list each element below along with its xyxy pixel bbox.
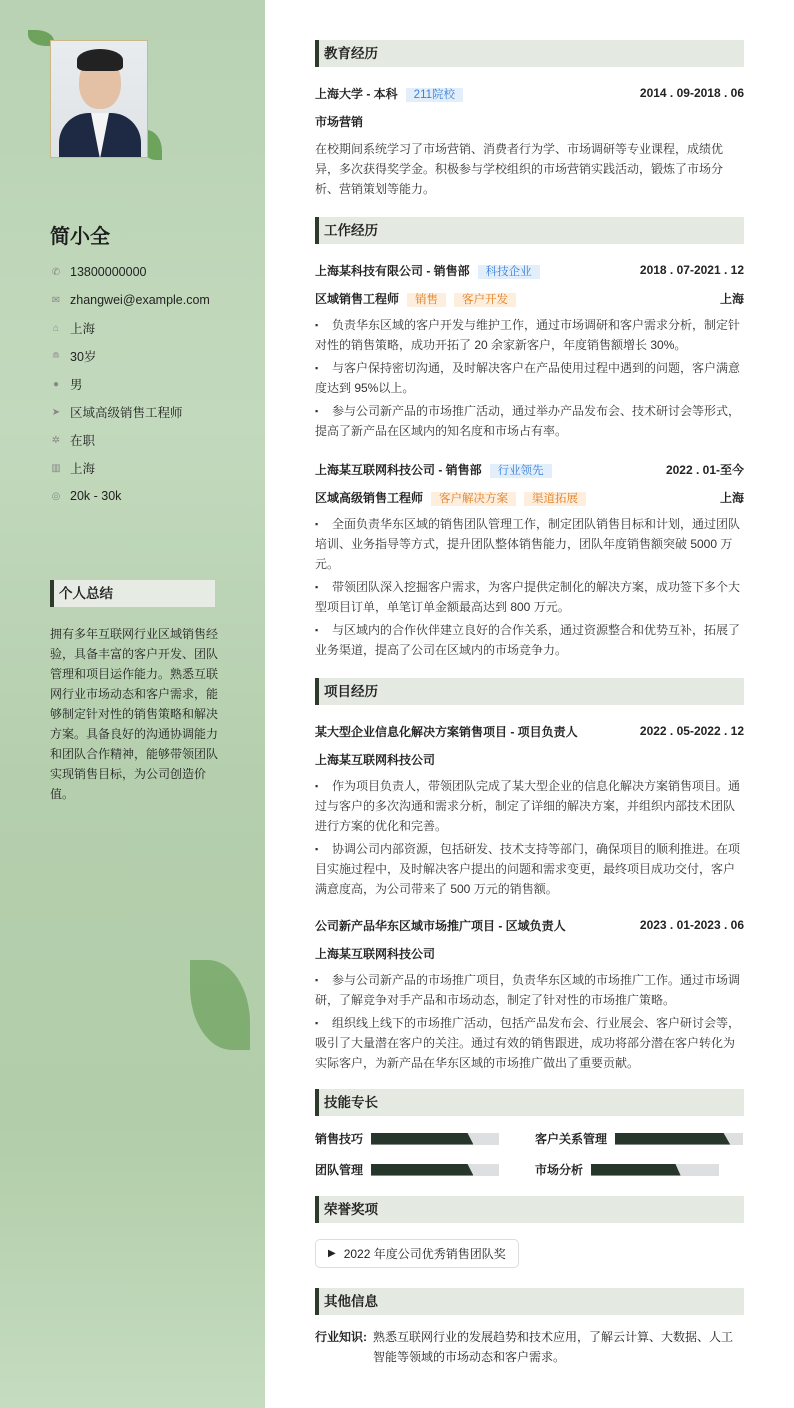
work-heading: 工作经历 [315,217,744,244]
cake-icon: ≘ [51,350,61,362]
company: 上海某科技有限公司 - 销售部 [315,263,470,278]
other-heading: 其他信息 [315,1288,744,1315]
triangle-icon: ▶ [328,1248,336,1259]
work-city: 上海 [719,291,744,306]
education-heading: 教育经历 [315,40,744,67]
project-heading: 项目经历 [315,678,744,705]
other-text: 熟悉互联网行业的发展趋势和技术应用，了解云计算、大数据、人工智能等领域的市场动态和客户需求。 [373,1330,734,1364]
work-bullet: ▪ 负责华东区域的客户开发与维护工作，通过市场调研和客户需求分析，制定针对性的销售策略，成功开拓了 20 余家新客户，年度销售额增长 30%。 [315,315,744,355]
role: 区域销售工程师 [315,291,400,306]
role-tag: 客户开发 [454,293,516,307]
mail-icon: ✉ [51,294,61,306]
work-item [315,455,744,660]
phone-icon: ✆ [51,266,61,278]
project-company: 上海某互联网科技公司 [315,946,436,961]
avatar [50,40,148,158]
major: 市场营销 [315,114,364,129]
work-item [315,256,744,441]
target-city: 上海 [70,462,96,476]
work-bullet: ▪ 与客户保持密切沟通，及时解决客户在产品使用过程中遇到的问题，客户满意度达到 95%以上。 [315,358,744,398]
position: 区域高级销售工程师 [70,406,183,420]
award-item: ▶ 2022 年度公司优秀销售团队奖 [315,1239,519,1268]
awards-heading: 荣誉奖项 [315,1196,744,1223]
work-bullet: ▪ 带领团队深入挖掘客户需求，为客户提供定制化的解决方案，成功签下多个大型项目订单，单笔订单金额最高达到 800 万元。 [315,577,744,617]
role-tag: 客户解决方案 [431,492,516,506]
send-icon: ➤ [51,406,61,418]
skill-bar [371,1164,499,1176]
home-icon: ⌂ [52,322,60,334]
edu-desc: 在校期间系统学习了市场营销、消费者行为学、市场调研等专业课程，成绩优异，多次获得奖学金。积极参与学校组织的市场营销实践活动，锻炼了市场分析、营销策划等能力。 [315,142,724,196]
summary-heading: 个人总结 [50,580,215,607]
email: zhangwei@example.com [70,293,210,307]
project-date: 2023 . 01-2023 . 06 [639,918,744,932]
flower-decoration [190,960,250,1050]
company-tag: 行业领先 [490,464,552,478]
project-item [315,911,744,1073]
skill-item [535,1130,744,1147]
skill-bar [371,1133,499,1145]
status: 在职 [70,434,96,448]
project-item [315,717,744,899]
money-icon: ◎ [51,490,61,502]
skill-fill [371,1164,473,1176]
skills-heading: 技能专长 [315,1089,744,1116]
skill-item [315,1161,535,1178]
company-tag: 科技企业 [478,265,540,279]
school: 上海大学 - 本科 [315,86,398,101]
company: 上海某互联网科技公司 - 销售部 [315,462,482,477]
project-bullet: ▪ 参与公司新产品的市场推广项目，负责华东区域的市场推广工作。通过市场调研，了解竞争对手产品和市场动态，制定了针对性的市场推广策略。 [315,970,744,1010]
skill-fill [615,1133,730,1145]
skill-fill [591,1164,681,1176]
skill-item [535,1161,744,1178]
skill-name: 团队管理 [315,1163,364,1177]
building-icon: ▥ [51,462,61,474]
skill-bar [591,1164,719,1176]
work-date: 2022 . 01-至今 [665,462,744,477]
project-bullet: ▪ 组织线上线下的市场推广活动，包括产品发布会、行业展会、客户研讨会等，吸引了大量潜在客户的关注。通过有效的销售跟进，成功将部分潜在客户转化为实际客户，为新产品在华东区域的市场推广做出了重要贡献。 [315,1013,744,1073]
project-name: 公司新产品华东区域市场推广项目 - 区域负责人 [315,918,566,933]
other-label: 行业知识: [315,1330,367,1344]
school-tag: 211院校 [406,88,463,102]
status-icon: ✲ [51,434,61,446]
contact-info [50,258,250,510]
location: 上海 [70,322,96,336]
edu-date: 2014 . 09-2018 . 06 [639,86,744,100]
gender: 男 [70,378,83,392]
project-date: 2022 . 05-2022 . 12 [639,724,744,738]
skill-name: 市场分析 [535,1163,584,1177]
phone: 13800000000 [70,265,147,279]
skill-name: 客户关系管理 [535,1132,608,1146]
work-bullet: ▪ 与区域内的合作伙伴建立良好的合作关系，通过资源整合和优势互补，拓展了业务渠道，提高了公司在区域内的市场竞争力。 [315,620,744,660]
summary-text: 拥有多年互联网行业区域销售经验，具备丰富的客户开发、团队管理和项目运作能力。熟悉互联网行业市场动态和客户需求，能够制定针对性的销售策略和解决方案。具备良好的沟通协调能力和团队合作精神，能够带领团队实现销售目标，为公司创造价值。 [50,627,219,801]
sidebar [0,0,265,1408]
salary: 20k - 30k [70,489,122,503]
project-name: 某大型企业信息化解决方案销售项目 - 项目负责人 [315,724,578,739]
skill-item [315,1130,535,1147]
skill-name: 销售技巧 [315,1132,364,1146]
role-tag: 渠道拓展 [524,492,586,506]
main-content [315,40,744,1367]
skill-bar [615,1133,743,1145]
skill-fill [371,1133,473,1145]
project-bullet: ▪ 协调公司内部资源，包括研发、技术支持等部门，确保项目的顺利推进。在项目实施过程中，及时解决客户提出的问题和需求变更，最终项目成功交付，客户满意度高，为公司带来了 500 万元的销售额。 [315,839,744,899]
role-tag: 销售 [407,293,446,307]
age: 30岁 [70,350,97,364]
work-date: 2018 . 07-2021 . 12 [639,263,744,277]
work-city: 上海 [719,490,744,505]
candidate-name: 简小全 [50,226,110,248]
work-bullet: ▪ 参与公司新产品的市场推广活动，通过举办产品发布会、技术研讨会等形式，提高了新产品在区域内的知名度和市场占有率。 [315,401,744,441]
role: 区域高级销售工程师 [315,490,424,505]
project-bullet: ▪ 作为项目负责人，带领团队完成了某大型企业的信息化解决方案销售项目。通过与客户的多次沟通和需求分析，制定了详细的解决方案，并组织内部技术团队进行方案的优化和完善。 [315,776,744,836]
project-company: 上海某互联网科技公司 [315,752,436,767]
work-bullet: ▪ 全面负责华东区域的销售团队管理工作，制定团队销售目标和计划，通过团队培训、业务指导等方式，提升团队整体销售能力，团队年度销售额突破 5000 万元。 [315,514,744,574]
gender-icon: ● [52,378,60,390]
